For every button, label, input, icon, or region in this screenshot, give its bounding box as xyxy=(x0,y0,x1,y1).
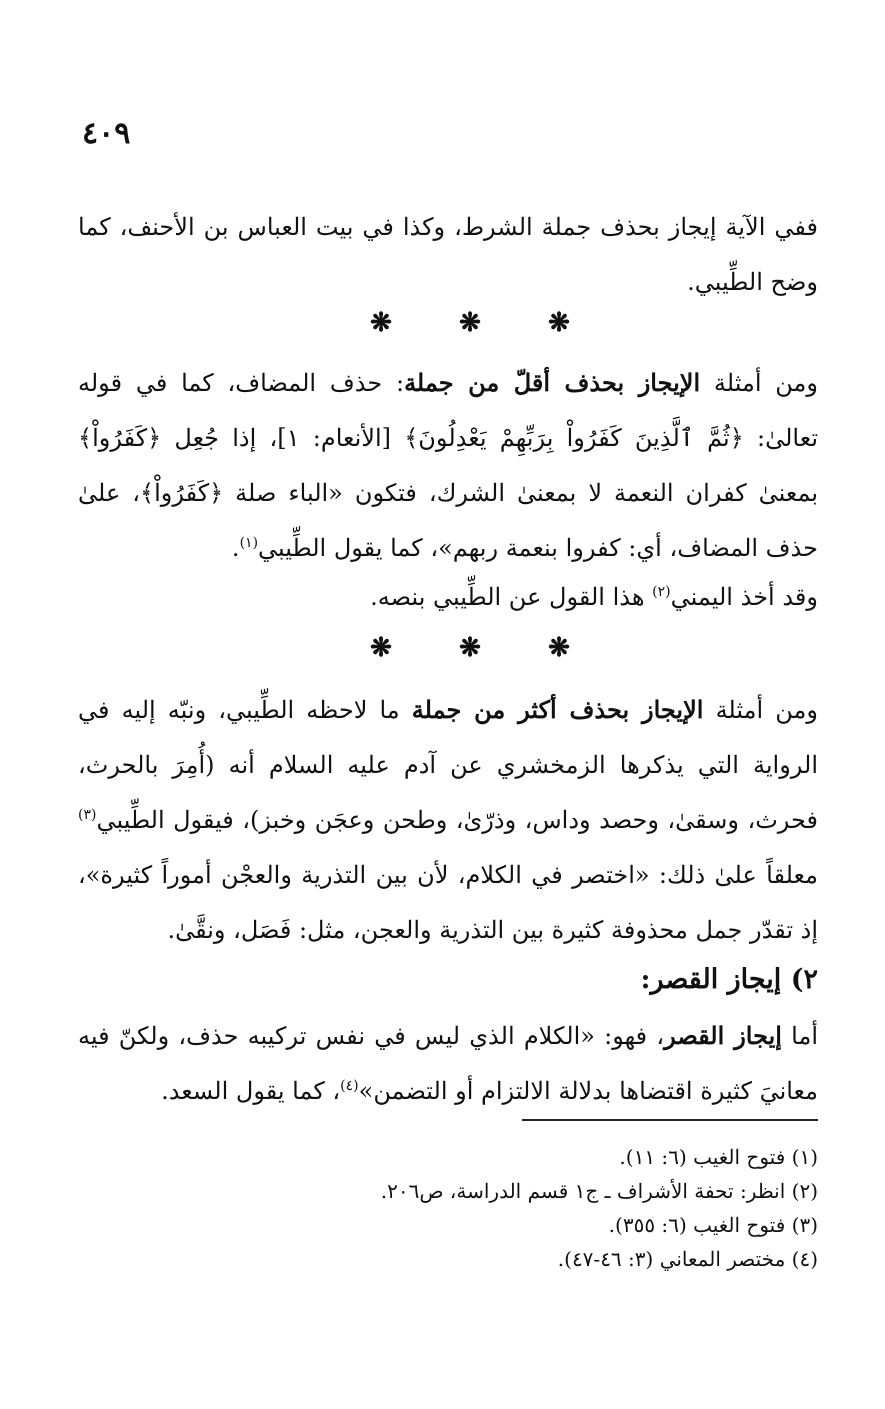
paragraph-3 xyxy=(78,570,866,625)
separator-star-icon: ❋ xyxy=(459,308,481,338)
paragraph-3-text: هذا القول عن الطِّيبي بنصه. xyxy=(370,583,653,611)
footnote-4: (٤) مختصر المعاني (٣: ٤٦-٤٧). xyxy=(557,1247,818,1271)
paragraph-5-end: ، كما يقول السعد. xyxy=(161,1077,341,1105)
paragraph-1-text: ففي الآية إيجاز بحذف جملة الشرط، وكذا في بيت العباس بن الأحنف، كما وضح الطِّيبي. xyxy=(78,213,818,296)
paragraph-2 xyxy=(78,355,866,576)
paragraph-5-lead: أما xyxy=(781,1022,819,1050)
footnote-ref-1: (١) xyxy=(239,535,259,551)
separator-star-icon: ❋ xyxy=(370,633,392,663)
footnote-ref-2: (٢) xyxy=(652,584,671,600)
separator-star-icon: ❋ xyxy=(459,633,481,663)
paragraph-4-text-cont: معلقاً علىٰ ذلك: «اختصر في الكلام، لأن بين التذرية والعجْن أموراً كثيرة»، إذ تقدّر جمل محذوفة كثيرة بين التذرية والعجن، مثل: فَصَل، ونقَّىٰ. xyxy=(78,861,818,944)
separator-star-icon: ❋ xyxy=(370,308,392,338)
paragraph-5-text: ، فهو: «الكلام الذي ليس في نفس تركيبه حذف، ولكنّ فيه معانيَ كثيرة اقتضاها بدلالة الالتزام أو التضمن» xyxy=(78,1022,818,1105)
page-number: ٤٠٩ xyxy=(82,116,131,151)
paragraph-4 xyxy=(78,682,866,958)
paragraph-2-text: : حذف المضاف، كما في قوله تعالىٰ: ﴿ثُمَّ ٱلَّذِينَ كَفَرُواْ بِرَبِّهِمْ يَعْدِلُونَ﴾ [الأنعام: ١]، إذا جُعِل ﴿كَفَرُواْ﴾ بمعنىٰ كفران النعمة لا بمعنىٰ الشرك، فتكون «الباء صلة ﴿كَفَرُواْ﴾، علىٰ حذف المضاف، أي: كفروا بنعمة ربهم»، كما يقول الطِّيبي xyxy=(78,369,818,562)
separator-star-icon: ❋ xyxy=(548,308,570,338)
paragraph-2-bold: الإيجاز بحذف أقلّ من جملة xyxy=(404,368,701,397)
footnote-divider xyxy=(522,1119,818,1121)
paragraph-3-lead: وقد أخذ اليمني xyxy=(670,583,818,611)
paragraph-2-end: . xyxy=(231,534,240,562)
section-separator-2 xyxy=(370,633,570,663)
footnote-1: (١) فتوح الغيب (٦: ١١). xyxy=(619,1145,818,1169)
paragraph-1 xyxy=(78,200,818,310)
footnote-ref-3: (٣) xyxy=(78,807,97,823)
paragraph-4-lead: ومن أمثلة xyxy=(703,696,818,724)
separator-star-icon: ❋ xyxy=(548,633,570,663)
section-heading: ٢) إيجاز القصر: xyxy=(640,964,818,995)
footnote-ref-4: (٤) xyxy=(340,1078,359,1094)
paragraph-4-text: ما لاحظه الطِّيبي، ونبّه إليه في الرواية التي يذكرها الزمخشري عن آدم عليه السلام أنه (أُمِرَ بالحرث، فحرث، وسقىٰ، وحصد وداس، وذرّىٰ، وطحن وعجَن وخبز)، فيقول الطِّيبي xyxy=(78,696,818,834)
paragraph-5 xyxy=(78,1008,866,1119)
footnote-3: (٣) فتوح الغيب (٦: ٣٥٥). xyxy=(608,1213,818,1237)
footnote-2: (٢) انظر: تحفة الأشراف ـ ج١ قسم الدراسة، ص٢٠٦. xyxy=(380,1179,818,1203)
footnotes xyxy=(78,1140,818,1276)
paragraph-4-bold: الإيجاز بحذف أكثر من جملة xyxy=(411,695,704,724)
paragraph-5-bold: إيجاز القصر xyxy=(664,1021,782,1050)
paragraph-2-lead: ومن أمثلة xyxy=(700,369,818,397)
section-separator-1 xyxy=(370,308,570,338)
